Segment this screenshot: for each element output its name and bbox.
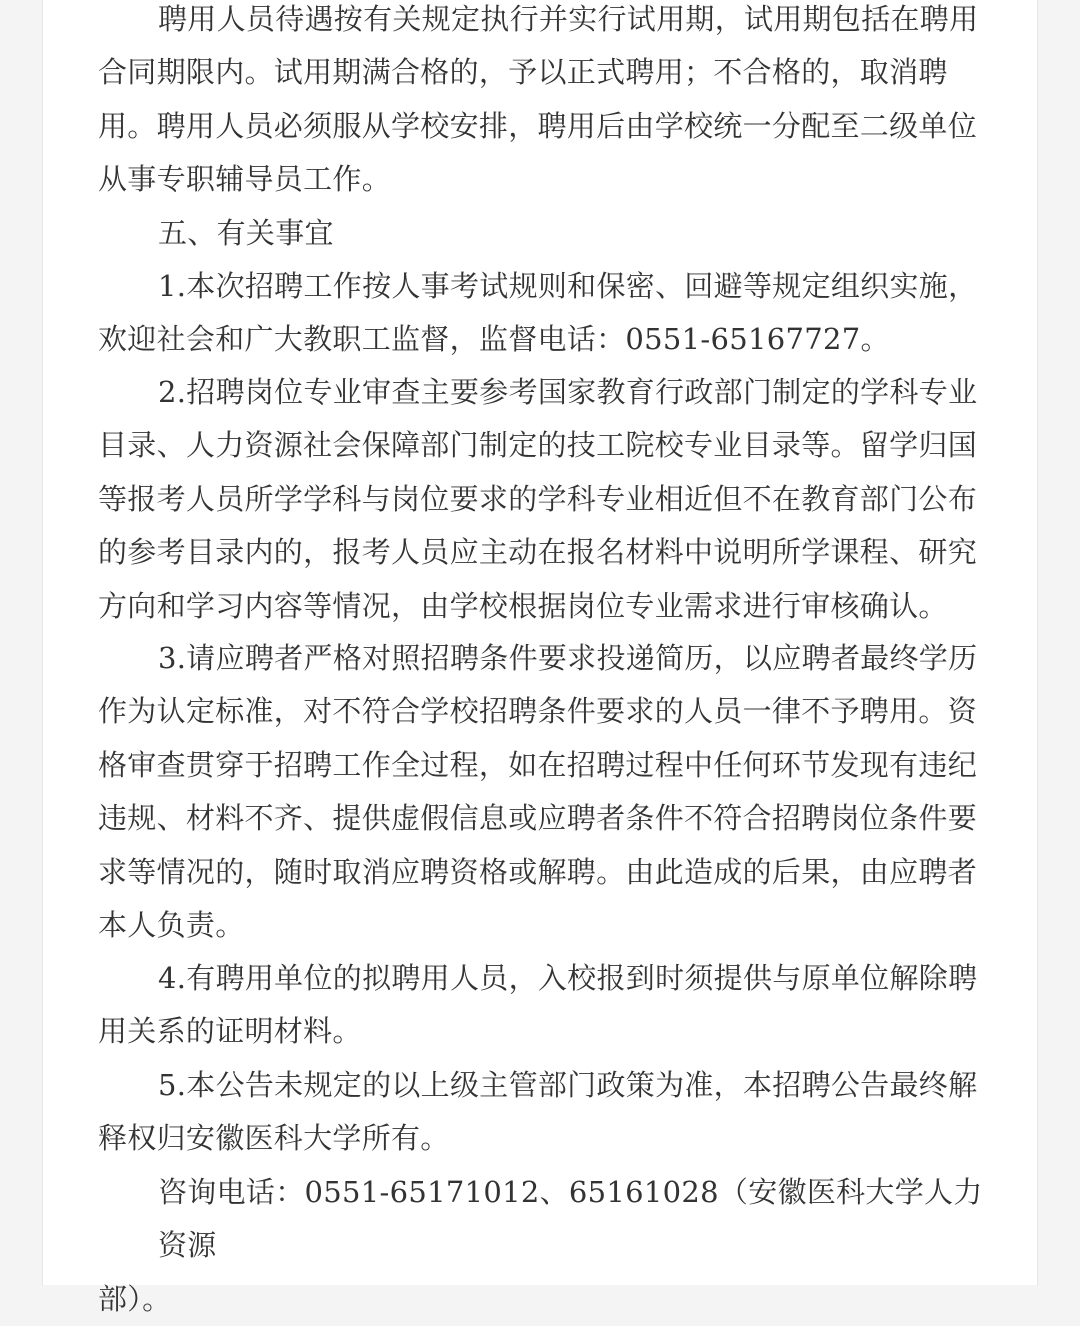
text-line: 部）。	[98, 1281, 172, 1316]
text-line: 释权归安徽医科大学所有。	[98, 1121, 450, 1156]
text-line: 方向和学习内容等情况，由学校根据岗位专业需求进行审核确认。	[98, 588, 948, 623]
text-line: 1.本次招聘工作按人事考试规则和保密、回避等规定组织实施，	[158, 269, 978, 303]
text-line: 欢迎社会和广大教职工监督，监督电话：0551-65167727。	[98, 322, 890, 357]
text-line: 聘用人员待遇按有关规定执行并实行试用期，试用期包括在聘用	[158, 2, 979, 36]
text-line: 的参考目录内的，报考人员应主动在报名材料中说明所学课程、研究	[98, 535, 978, 570]
text-line: 求等情况的，随时取消应聘资格或解聘。由此造成的后果，由应聘者	[98, 854, 978, 889]
text-line: 用关系的证明材料。	[98, 1014, 362, 1049]
text-line: 3.请应聘者严格对照招聘条件要求投递简历，以应聘者最终学历	[158, 641, 978, 675]
text-line: 违规、材料不齐、提供虚假信息或应聘者条件不符合招聘岗位条件要	[98, 801, 978, 836]
text-line: 用。聘用人员必须服从学校安排，聘用后由学校统一分配至二级单位	[98, 108, 978, 143]
text-line: 作为认定标准，对不符合学校招聘条件要求的人员一律不予聘用。资	[98, 694, 978, 729]
text-line: 格审查贯穿于招聘工作全过程，如在招聘过程中任何环节发现有违纪	[98, 747, 978, 782]
item-2	[98, 366, 986, 633]
text-line: 本人负责。	[98, 908, 245, 943]
item-4	[98, 952, 986, 1059]
item-3	[98, 632, 986, 952]
contact-info	[98, 1166, 986, 1326]
text-line: 4.有聘用单位的拟聘用人员，入校报到时须提供与原单位解除聘	[158, 961, 978, 995]
text-line: 目录、人力资源社会保障部门制定的技工院校专业目录等。留学归国	[98, 428, 978, 463]
paragraph-probation	[98, 0, 986, 207]
text-line: 5.本公告未规定的以上级主管部门政策为准，本招聘公告最终解	[158, 1068, 978, 1102]
text-line: 2.招聘岗位专业审查主要参考国家教育行政部门制定的学科专业	[158, 375, 978, 409]
text-line: 咨询电话：0551-65171012、65161028（安徽医科大学人力资源	[158, 1175, 983, 1263]
text-line: 从事专职辅导员工作。	[98, 162, 392, 197]
section-heading: 五、有关事宜	[158, 216, 334, 250]
document-page	[42, 0, 1038, 1316]
text-line: 等报考人员所学学科与岗位要求的学科专业相近但不在教育部门公布	[98, 481, 978, 516]
text-line: 合同期限内。试用期满合格的，予以正式聘用；不合格的，取消聘	[98, 55, 948, 90]
section-5-heading	[98, 207, 986, 260]
item-1	[98, 260, 986, 367]
item-5	[98, 1059, 986, 1166]
